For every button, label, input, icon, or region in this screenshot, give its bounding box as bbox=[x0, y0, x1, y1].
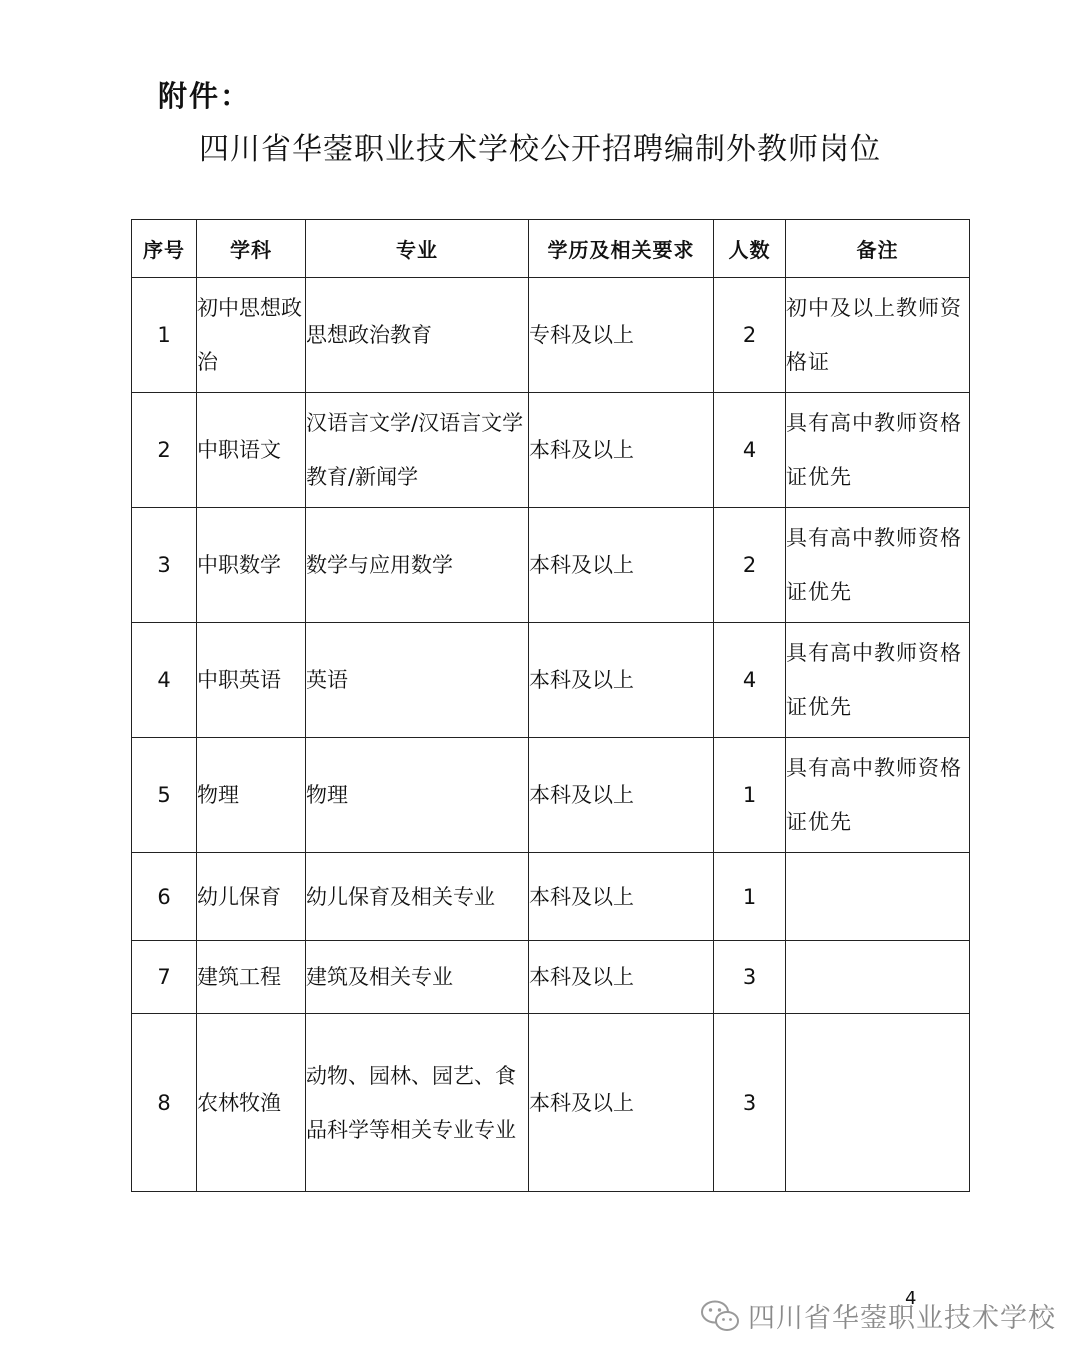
cell-no: 3 bbox=[132, 508, 197, 623]
cell-major: 幼儿保育及相关专业 bbox=[306, 853, 529, 941]
table-row bbox=[132, 508, 970, 623]
cell-subject: 初中思想政治 bbox=[197, 278, 306, 393]
header-subject: 学科 bbox=[197, 220, 306, 278]
cell-major: 思想政治教育 bbox=[306, 278, 529, 393]
cell-no: 5 bbox=[132, 738, 197, 853]
cell-count: 2 bbox=[714, 508, 786, 623]
wechat-icon bbox=[700, 1299, 740, 1333]
cell-note bbox=[786, 941, 970, 1014]
cell-no: 8 bbox=[132, 1014, 197, 1192]
header-note: 备注 bbox=[786, 220, 970, 278]
cell-major: 物理 bbox=[306, 738, 529, 853]
cell-education: 专科及以上 bbox=[529, 278, 714, 393]
cell-subject: 中职英语 bbox=[197, 623, 306, 738]
cell-education: 本科及以上 bbox=[529, 623, 714, 738]
cell-note bbox=[786, 853, 970, 941]
table-row bbox=[132, 623, 970, 738]
document-title: 四川省华蓥职业技术学校公开招聘编制外教师岗位 bbox=[199, 132, 881, 167]
header-no: 序号 bbox=[132, 220, 197, 278]
watermark bbox=[700, 1296, 1056, 1335]
cell-note: 具有高中教师资格证优先 bbox=[786, 508, 970, 623]
cell-education: 本科及以上 bbox=[529, 738, 714, 853]
cell-note: 具有高中教师资格证优先 bbox=[786, 623, 970, 738]
cell-no: 4 bbox=[132, 623, 197, 738]
cell-no: 6 bbox=[132, 853, 197, 941]
cell-major: 动物、园林、园艺、食品科学等相关专业专业 bbox=[306, 1014, 529, 1192]
table-row bbox=[132, 738, 970, 853]
cell-education: 本科及以上 bbox=[529, 941, 714, 1014]
cell-education: 本科及以上 bbox=[529, 853, 714, 941]
cell-major: 汉语言文学/汉语言文学教育/新闻学 bbox=[306, 393, 529, 508]
watermark-text: 四川省华蓥职业技术学校 bbox=[748, 1303, 1056, 1334]
cell-major: 数学与应用数学 bbox=[306, 508, 529, 623]
cell-subject: 农林牧渔 bbox=[197, 1014, 306, 1192]
cell-subject: 建筑工程 bbox=[197, 941, 306, 1014]
header-education: 学历及相关要求 bbox=[529, 220, 714, 278]
cell-count: 2 bbox=[714, 278, 786, 393]
recruitment-table bbox=[131, 219, 970, 1192]
cell-subject: 幼儿保育 bbox=[197, 853, 306, 941]
attachment-label: 附件： bbox=[158, 79, 252, 113]
cell-education: 本科及以上 bbox=[529, 393, 714, 508]
table-row bbox=[132, 853, 970, 941]
cell-count: 1 bbox=[714, 853, 786, 941]
cell-subject: 中职数学 bbox=[197, 508, 306, 623]
cell-count: 4 bbox=[714, 623, 786, 738]
cell-note bbox=[786, 1014, 970, 1192]
table-row bbox=[132, 1014, 970, 1192]
cell-subject: 中职语文 bbox=[197, 393, 306, 508]
cell-major: 英语 bbox=[306, 623, 529, 738]
header-major: 专业 bbox=[306, 220, 529, 278]
cell-education: 本科及以上 bbox=[529, 1014, 714, 1192]
cell-count: 1 bbox=[714, 738, 786, 853]
cell-count: 3 bbox=[714, 1014, 786, 1192]
cell-note: 初中及以上教师资格证 bbox=[786, 278, 970, 393]
cell-no: 1 bbox=[132, 278, 197, 393]
table-row bbox=[132, 393, 970, 508]
cell-education: 本科及以上 bbox=[529, 508, 714, 623]
table-row bbox=[132, 278, 970, 393]
table-row bbox=[132, 941, 970, 1014]
page-number: 4 bbox=[905, 1288, 917, 1309]
header-count: 人数 bbox=[714, 220, 786, 278]
cell-note: 具有高中教师资格证优先 bbox=[786, 393, 970, 508]
cell-count: 3 bbox=[714, 941, 786, 1014]
cell-no: 2 bbox=[132, 393, 197, 508]
cell-major: 建筑及相关专业 bbox=[306, 941, 529, 1014]
cell-note: 具有高中教师资格证优先 bbox=[786, 738, 970, 853]
cell-count: 4 bbox=[714, 393, 786, 508]
cell-subject: 物理 bbox=[197, 738, 306, 853]
table-header-row bbox=[132, 220, 970, 278]
cell-no: 7 bbox=[132, 941, 197, 1014]
